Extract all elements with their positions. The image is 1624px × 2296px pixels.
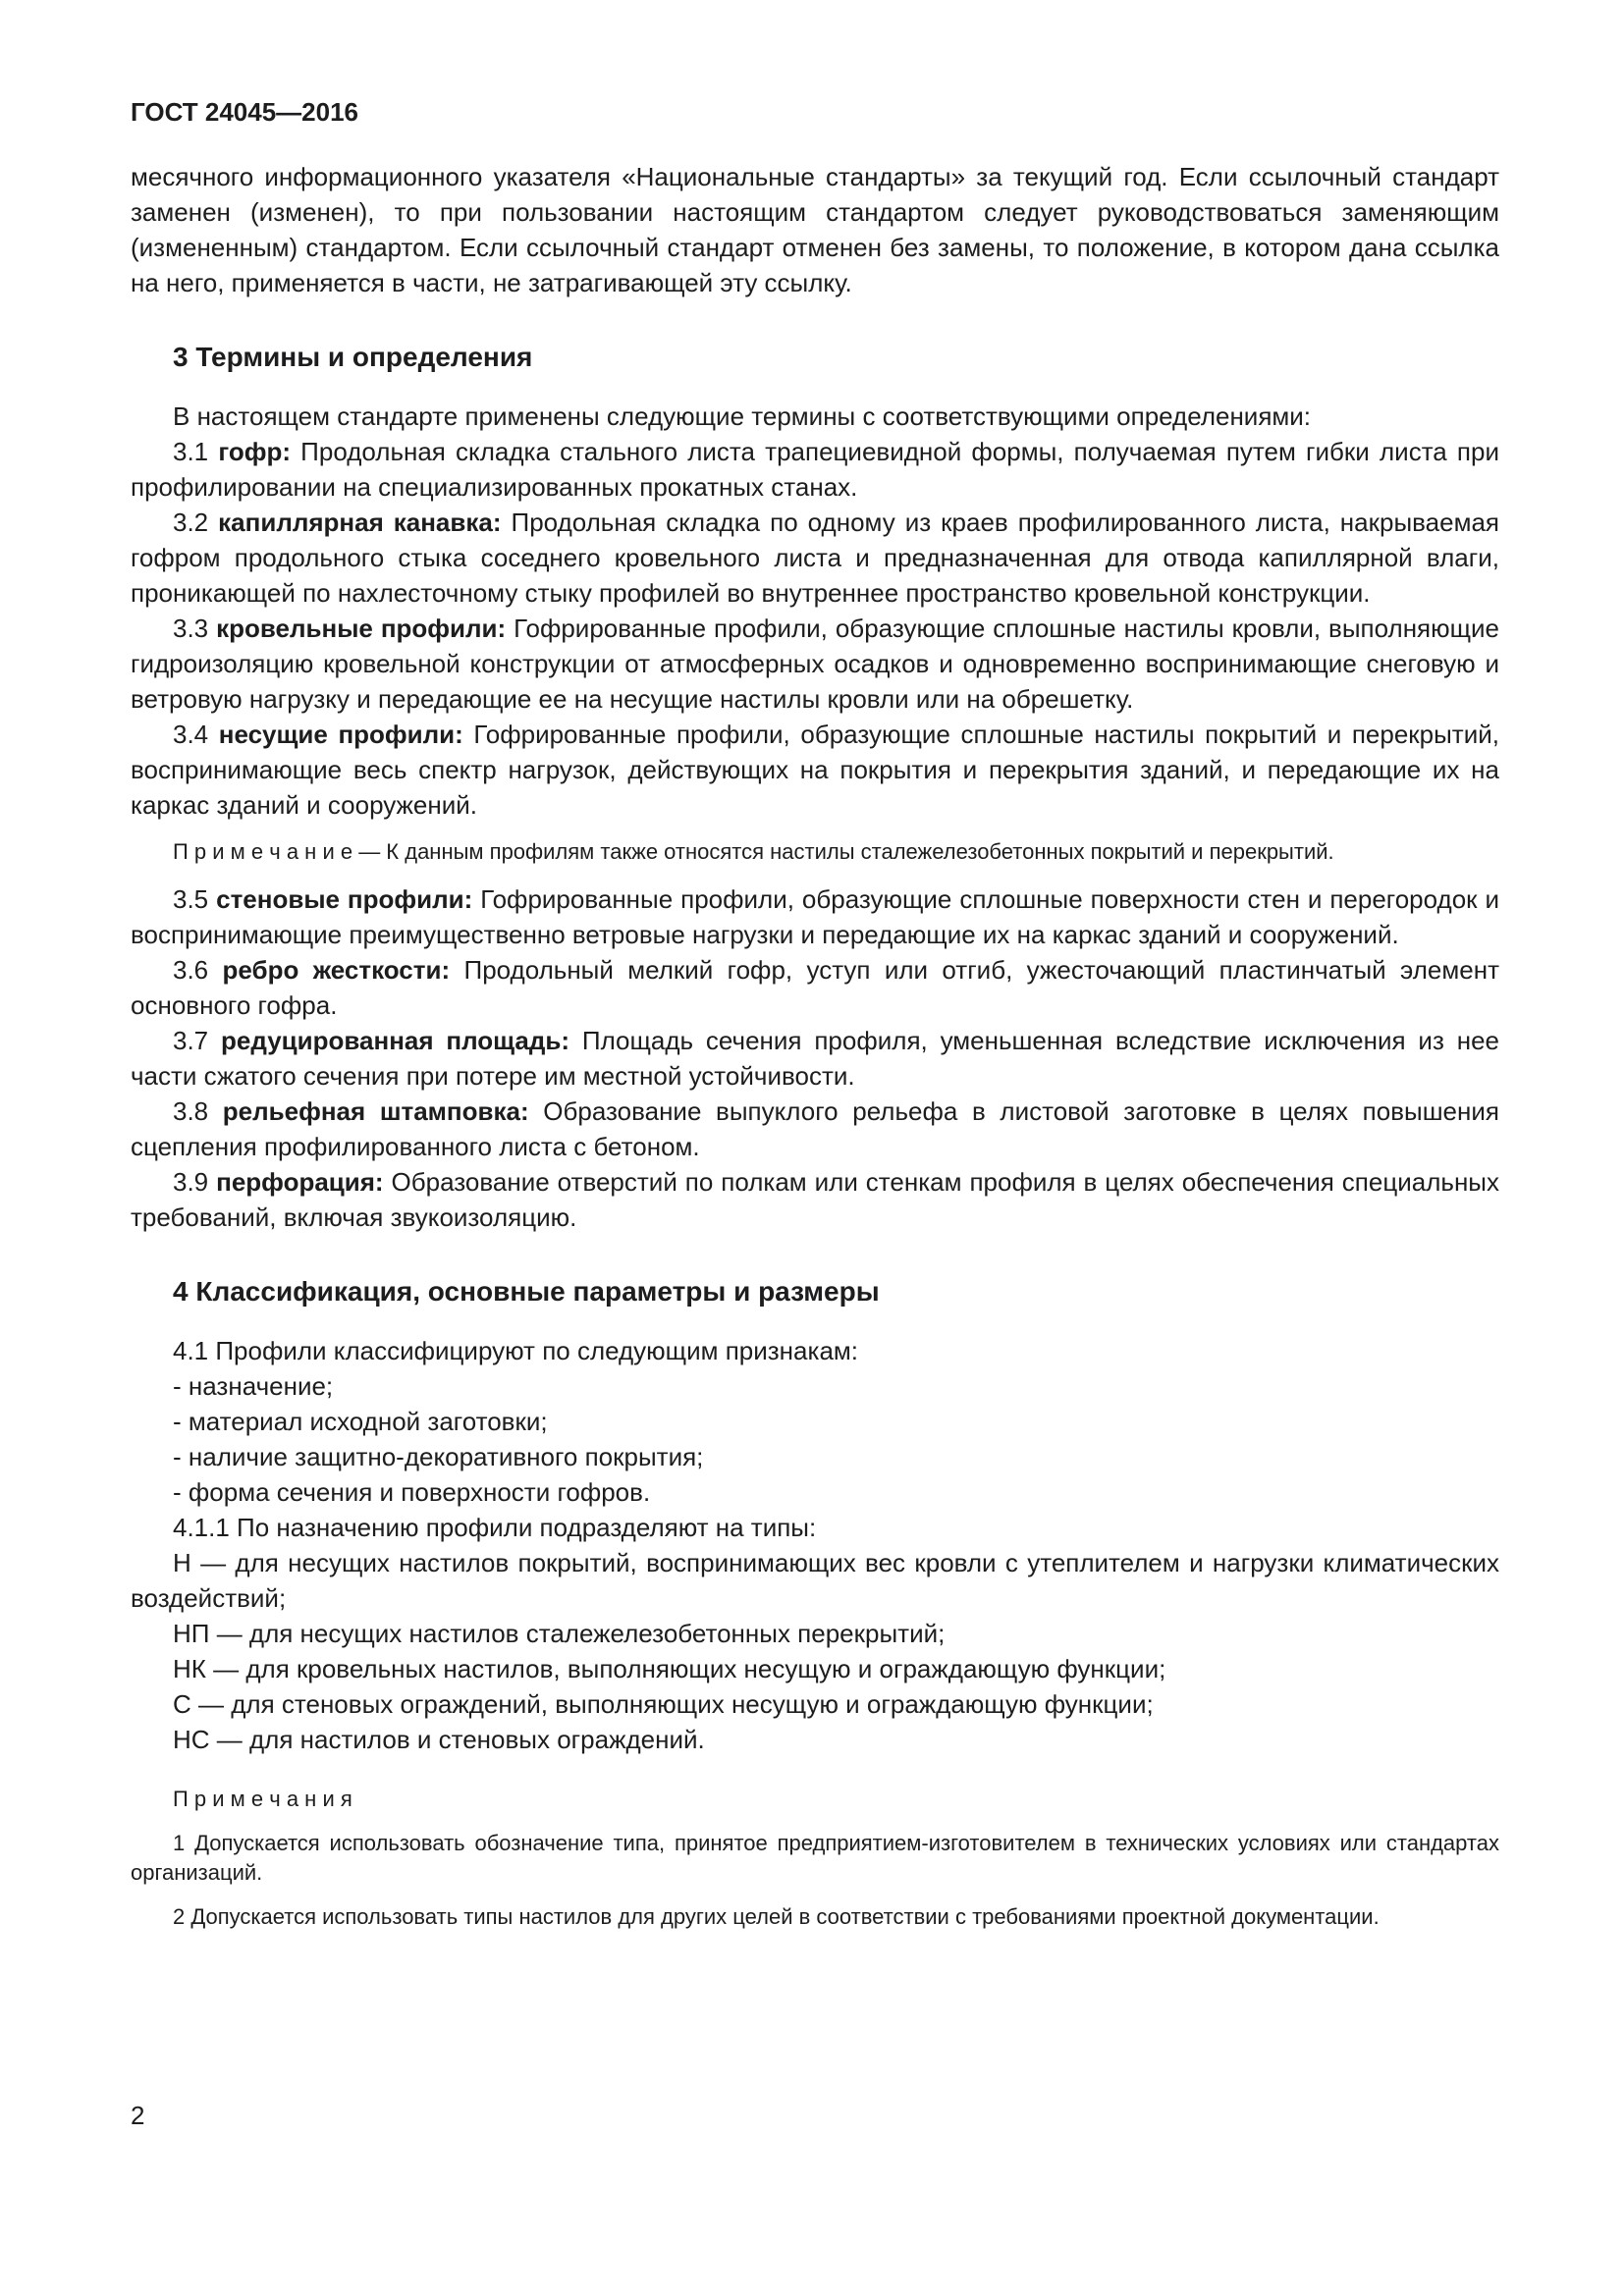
term-number: 3.1 (173, 437, 209, 466)
profile-type-item: НС — для настилов и стеновых ограждений. (173, 1725, 705, 1754)
term-paragraph-3-7 (131, 1023, 1499, 1094)
term-name: редуцированная площадь: (221, 1026, 570, 1055)
term-paragraph-3-3 (131, 611, 1499, 717)
profile-type-item: НК — для кровельных настилов, выполняющих несущую и ограждающую функции; (173, 1654, 1166, 1683)
term-paragraph-3-8 (131, 1094, 1499, 1164)
term-paragraph-3-9 (131, 1164, 1499, 1235)
term-number: 3.7 (173, 1026, 209, 1055)
section-3-heading: 3 Термины и определения (173, 342, 533, 372)
profile-type-item: Н — для несущих настилов покрытий, воспринимающих вес кровли с утеплителем и нагрузки климатических воздействий; (131, 1548, 1499, 1613)
term-definition: Гофрированные профили, образующие сплошные поверхности стен и перегородок и воспринимающие преимущественно ветровые нагрузки и передающие их на каркас зданий и сооружений. (131, 884, 1499, 949)
term-number: 3.8 (173, 1096, 209, 1126)
term-definition: Продольная складка по одному из краев профилированного листа, накрываемая гофром продольного стыка соседнего кровельного листа и предназначенная для отвода капиллярной влаги, проникающей по нахлесточному стыку профилей во внутреннее пространство кровельной конструкции. (131, 507, 1499, 608)
term-definition: Образование выпуклого рельефа в листовой заготовке в целях повышения сцепления профилированного листа с бетоном. (131, 1096, 1499, 1161)
note-item-1: 1 Допускается использовать обозначение типа, принятое предприятием-изготовителем в технических условиях или стандартах организаций. (131, 1831, 1499, 1885)
term-definition: Продольный мелкий гофр, уступ или отгиб, ужесточающий пластинчатый элемент основного гофра. (131, 955, 1499, 1020)
note-item-2: 2 Допускается использовать типы настилов для других целей в соответствии с требованиями проектной документации. (173, 1904, 1380, 1929)
paragraph-4-1: 4.1 Профили классифицируют по следующим признакам: (173, 1336, 859, 1365)
term-name: кровельные профили: (216, 614, 507, 643)
term-paragraph-3-1 (131, 434, 1499, 505)
term-paragraph-3-2 (131, 505, 1499, 611)
term-paragraph-3-4 (131, 717, 1499, 823)
section-4-heading: 4 Классификация, основные параметры и размеры (173, 1276, 880, 1307)
term-paragraph-3-6 (131, 952, 1499, 1023)
paragraph-4-1-1: 4.1.1 По назначению профили подразделяют на типы: (173, 1513, 817, 1542)
page-content (131, 96, 1499, 1947)
criterion-item: - назначение; (173, 1371, 334, 1401)
profile-type-item: С — для стеновых ограждений, выполняющих несущую и ограждающую функции; (173, 1689, 1154, 1719)
page-number: 2 (131, 2101, 145, 2130)
term-name: перфорация: (216, 1167, 384, 1197)
section-3-lead: В настоящем стандарте применены следующие термины с соответствующими определениями: (173, 401, 1312, 431)
term-name: капиллярная канавка: (218, 507, 502, 537)
term-name: гофр: (218, 437, 291, 466)
term-definition: Гофрированные профили, образующие сплошные настилы покрытий и перекрытий, воспринимающие весь спектр нагрузок, действующих на покрытия и перекрытия зданий, и передающие их на каркас зданий и сооружений. (131, 720, 1499, 820)
term-definition: Площадь сечения профиля, уменьшенная вследствие исключения из нее части сжатого сечения при потере им местной устойчивости. (131, 1026, 1500, 1091)
intro-paragraph: месячного информационного указателя «Национальные стандарты» за текущий год. Если ссылочный стандарт заменен (изменен), то при пользовании настоящим стандартом следует руководствоваться заменяющим (измененным) стандартом. Если ссылочный стандарт отменен без замены, то положение, в котором дана ссылка на него, применяется в части, не затрагивающей эту ссылку. (131, 162, 1499, 297)
term-number: 3.5 (173, 884, 209, 914)
term-paragraph-3-5 (131, 881, 1499, 952)
term-definition: Образование отверстий по полкам или стенкам профиля в целях обеспечения специальных требований, включая звукоизоляцию. (131, 1167, 1499, 1232)
term-number: 3.9 (173, 1167, 209, 1197)
running-header: ГОСТ 24045—2016 (131, 97, 358, 127)
term-number: 3.4 (173, 720, 209, 749)
criterion-item: - форма сечения и поверхности гофров. (173, 1477, 651, 1507)
term-definition: Гофрированные профили, образующие сплошные настилы кровли, выполняющие гидроизоляцию кровельной конструкции от атмосферных осадков и одновременно воспринимающие снеговую и ветровую нагрузку и передающие ее на несущие настилы кровли или на обрешетку. (131, 614, 1500, 714)
criterion-item: - наличие защитно-декоративного покрытия; (173, 1442, 704, 1471)
term-number: 3.6 (173, 955, 209, 985)
notes-label: П р и м е ч а н и я (173, 1787, 352, 1811)
term-number: 3.3 (173, 614, 209, 643)
term-name: стеновые профили: (216, 884, 473, 914)
term-name: ребро жесткости: (222, 955, 451, 985)
criterion-item: - материал исходной заготовки; (173, 1407, 548, 1436)
profile-type-item: НП — для несущих настилов сталежелезобетонных перекрытий; (173, 1619, 946, 1648)
term-name: несущие профили: (218, 720, 463, 749)
term-number: 3.2 (173, 507, 209, 537)
note-after-3-4: П р и м е ч а н и е — К данным профилям также относятся настилы сталежелезобетонных покрытий и перекрытий. (173, 839, 1334, 864)
term-name: рельефная штамповка: (222, 1096, 529, 1126)
term-definition: Продольная складка стального листа трапециевидной формы, получаемая путем гибки листа при профилировании на специализированных прокатных станах. (131, 437, 1499, 502)
